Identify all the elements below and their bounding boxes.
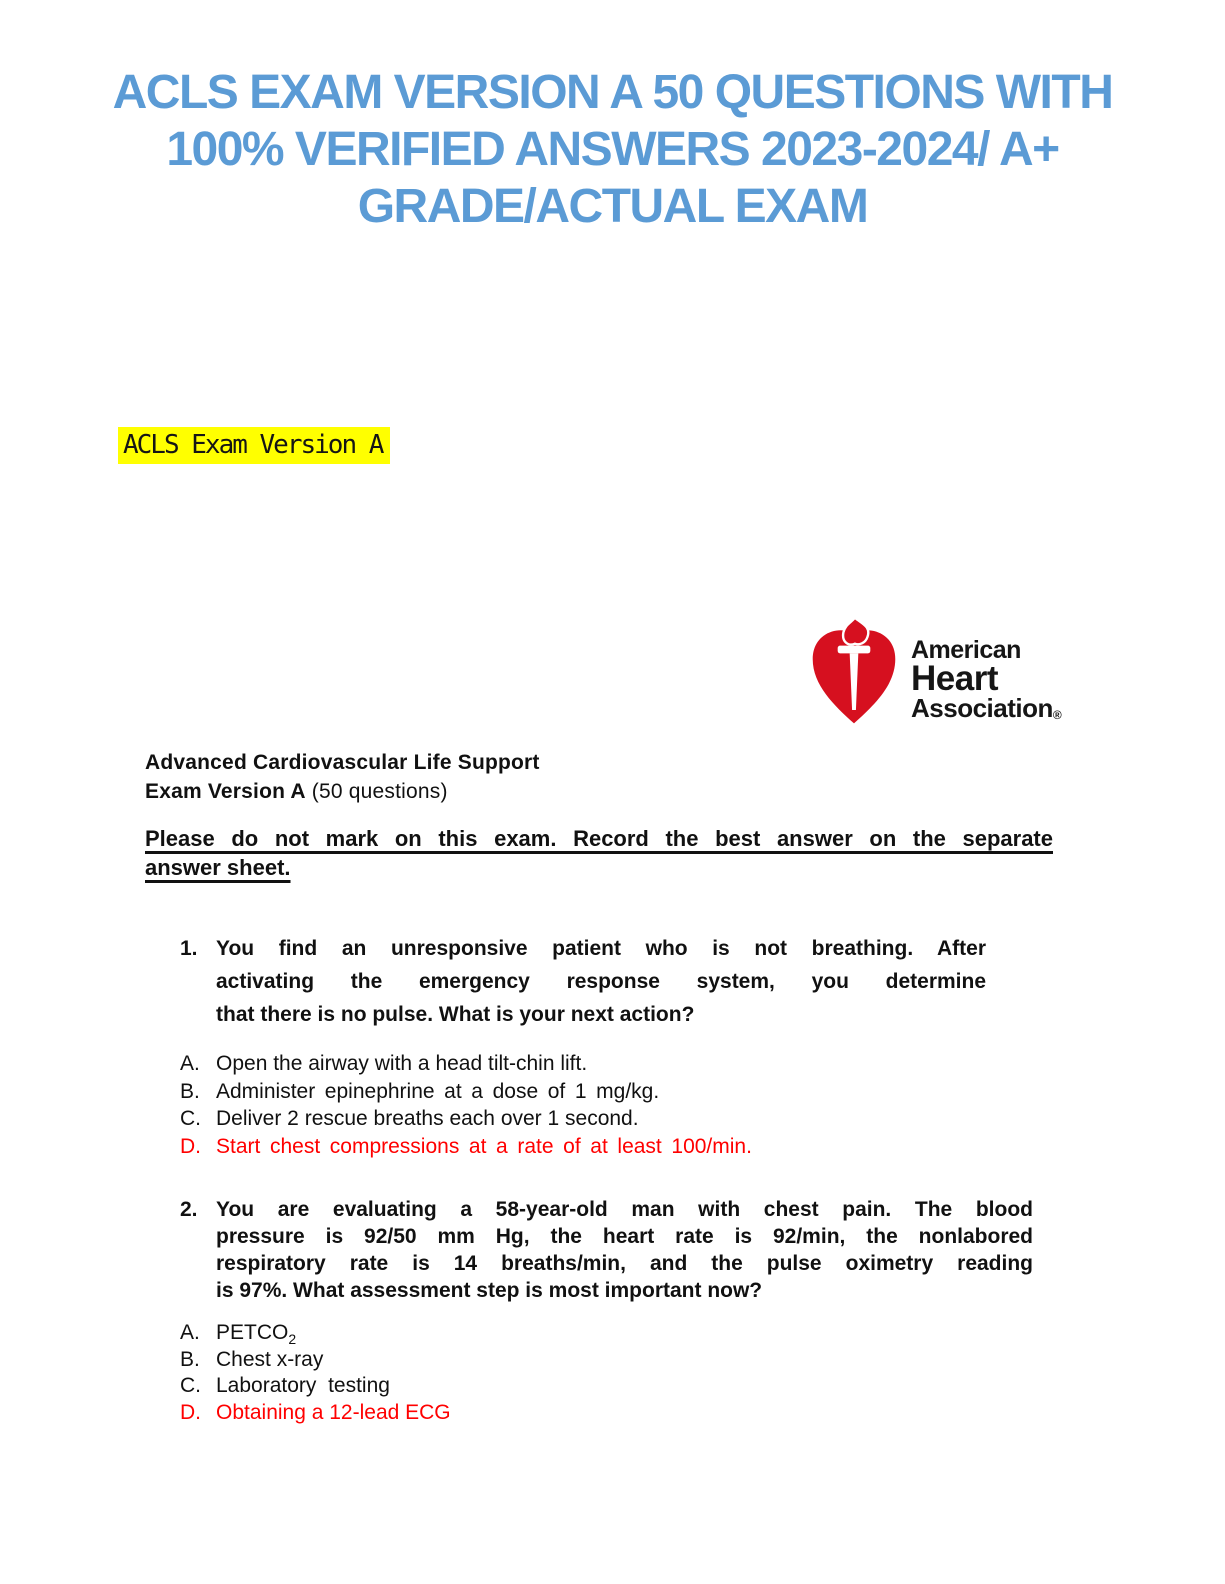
subscript: 2 <box>288 1331 297 1348</box>
instructions-line: answer sheet. <box>145 855 291 880</box>
page-title <box>0 64 1225 235</box>
aha-logo <box>806 616 1062 730</box>
question-2-options <box>180 1320 1020 1426</box>
option-text: Administer epinephrine at a dose of 1 mg/kg. <box>216 1079 660 1103</box>
question-number: 2. <box>180 1198 198 1221</box>
option-text: Obtaining a 12-lead ECG <box>216 1400 451 1424</box>
aha-logo-text <box>911 616 1062 728</box>
question-text <box>216 1196 1033 1304</box>
heart-torch-icon <box>806 616 902 730</box>
option-row-d-correct-answer <box>180 1400 1020 1427</box>
page-title-line: 100% VERIFIED ANSWERS 2023-2024/ A+ <box>166 123 1059 176</box>
instructions-line: Please do not mark on this exam. Record the best answer on the separate <box>145 826 1053 851</box>
option-letter: B. <box>180 1079 200 1103</box>
registered-mark: ® <box>1052 708 1062 722</box>
option-text: Laboratory testing <box>216 1374 390 1397</box>
question-line: that there is no pulse. What is your next action? <box>216 1003 695 1026</box>
highlighted-heading: ACLS Exam Version A <box>118 427 390 464</box>
aha-logo-line: Heart <box>911 659 998 698</box>
option-letter: C. <box>180 1107 201 1130</box>
aha-logo-line: American <box>911 636 1021 664</box>
question-number: 1. <box>180 937 198 960</box>
question-line: You are evaluating a 58-year-old man with chest pain. The blood <box>216 1198 1033 1221</box>
option-letter: D. <box>180 1134 201 1158</box>
option-row-a <box>180 1320 1020 1347</box>
question-line: pressure is 92/50 mm Hg, the heart rate is 92/min, the nonlabored <box>216 1225 1033 1248</box>
option-letter: C. <box>180 1374 201 1397</box>
exam-version-line: Exam Version A (50 questions) <box>145 779 448 803</box>
option-row-c <box>180 1105 1020 1133</box>
option-letter: A. <box>180 1321 200 1344</box>
option-text: Deliver 2 rescue breaths each over 1 second. <box>216 1107 639 1130</box>
page-title-line: ACLS EXAM VERSION A 50 QUESTIONS WITH <box>112 66 1113 119</box>
option-letter: B. <box>180 1347 200 1371</box>
question-line: is 97%. What assessment step is most important now? <box>216 1279 763 1302</box>
question-1-options <box>180 1050 1020 1160</box>
option-text: Start chest compressions at a rate of at least 100/min. <box>216 1134 752 1158</box>
option-row-d-correct-answer <box>180 1133 1020 1161</box>
option-row-b <box>180 1347 1020 1374</box>
question-text <box>216 932 986 1031</box>
question-line: activating the emergency response system, you determine <box>216 970 986 993</box>
question-1 <box>180 932 986 1031</box>
page-title-line: GRADE/ACTUAL EXAM <box>357 180 868 233</box>
aha-logo-line: Association® <box>911 693 1062 723</box>
course-title: Advanced Cardiovascular Life Support <box>145 751 540 774</box>
option-row-a <box>180 1050 1020 1078</box>
option-text: $PETCO_2$ <box>216 1321 297 1348</box>
option-row-c <box>180 1373 1020 1400</box>
question-2 <box>180 1196 1033 1304</box>
course-heading <box>145 749 540 806</box>
option-row-b <box>180 1078 1020 1106</box>
option-letter: A. <box>180 1052 200 1075</box>
option-letter: D. <box>180 1400 201 1424</box>
question-line: respiratory rate is 14 breaths/min, and the pulse oximetry reading <box>216 1252 1033 1275</box>
option-text: Open the airway with a head tilt-chin lift. <box>216 1052 588 1075</box>
option-text: Chest x-ray <box>216 1347 324 1371</box>
exam-instructions <box>145 824 1053 882</box>
question-line: You find an unresponsive patient who is not breathing. After <box>216 937 986 960</box>
